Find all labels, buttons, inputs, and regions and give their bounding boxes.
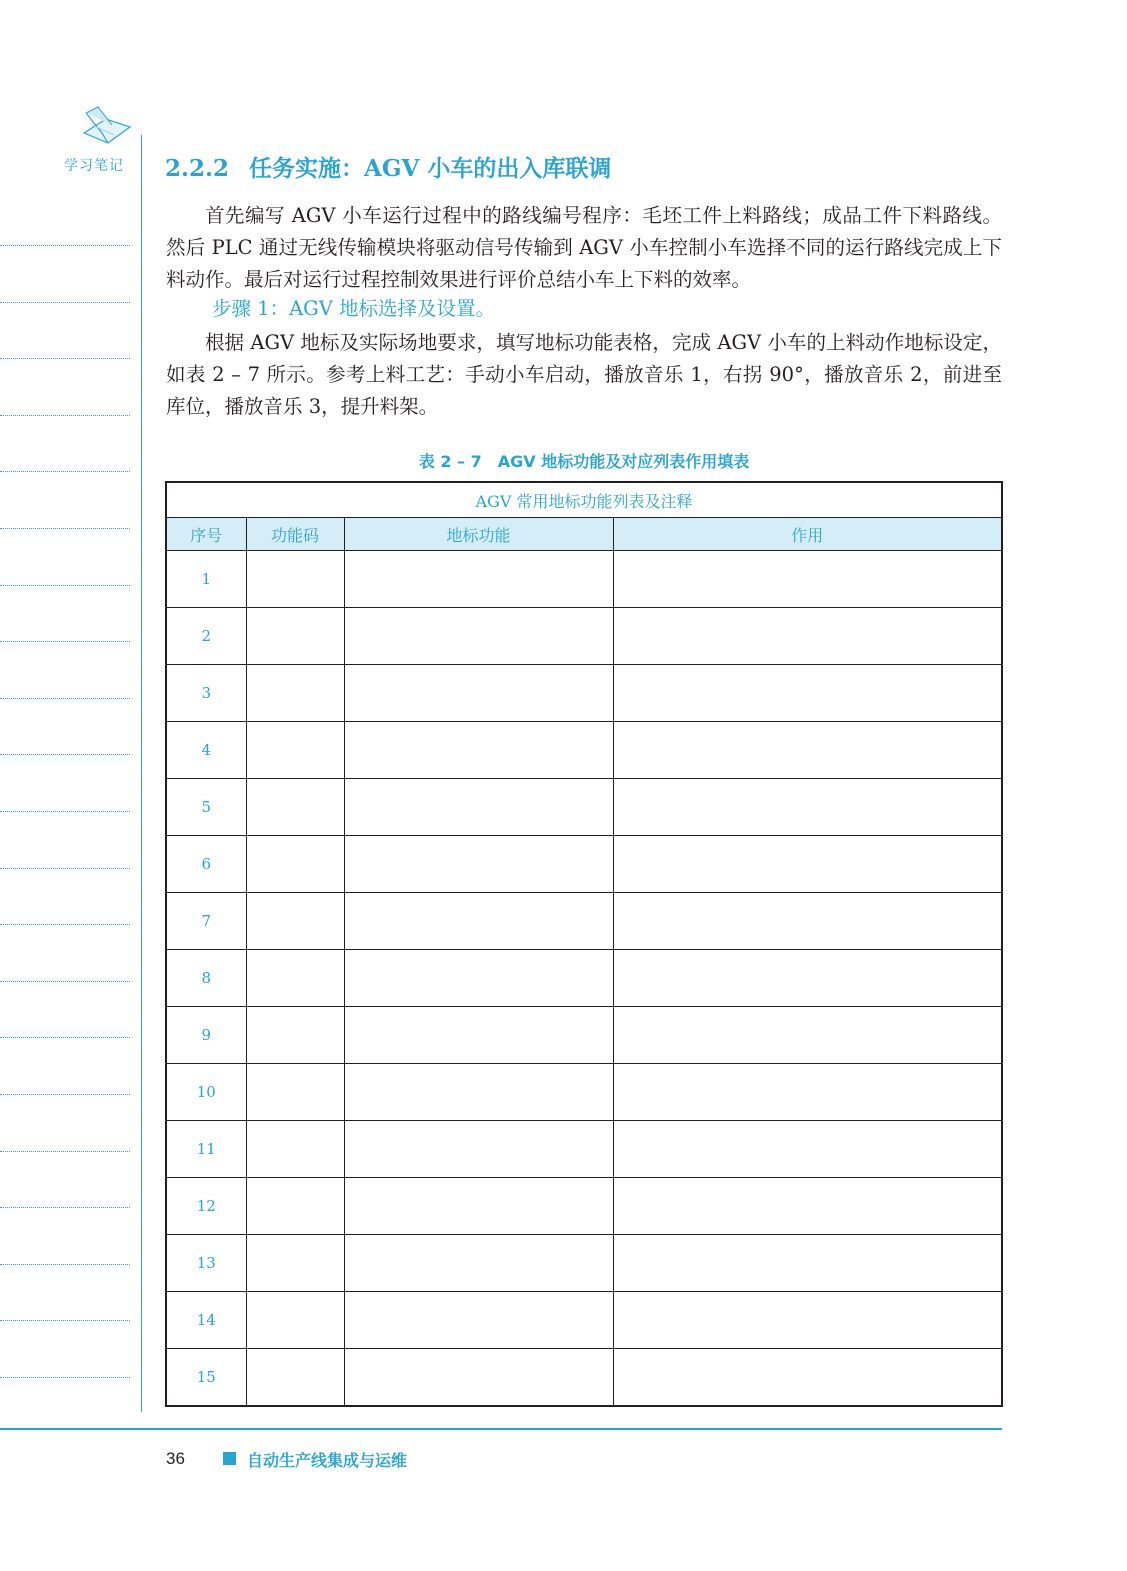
note-line [0, 1094, 130, 1095]
table-row [166, 836, 1002, 893]
table-row [166, 551, 1002, 608]
note-line [0, 981, 130, 982]
section-title: 任务实施：AGV 小车的出入库联调 [249, 155, 612, 182]
note-line [0, 1377, 130, 1378]
table-row [166, 1064, 1002, 1121]
landmark-function-cell[interactable] [344, 1349, 613, 1407]
row-index: 4 [166, 722, 246, 779]
function-code-cell[interactable] [246, 1178, 344, 1235]
landmark-function-cell[interactable] [344, 551, 613, 608]
note-line [0, 641, 130, 642]
note-line [0, 358, 130, 359]
purpose-cell[interactable] [613, 779, 1002, 836]
step-heading: 步骤 1：AGV 地标选择及设置。 [212, 297, 496, 320]
square-bullet-icon [223, 1452, 236, 1465]
purpose-cell[interactable] [613, 836, 1002, 893]
purpose-cell[interactable] [613, 893, 1002, 950]
table-row [166, 1007, 1002, 1064]
table-row [166, 893, 1002, 950]
table-header-row [166, 518, 1002, 551]
note-line [0, 528, 130, 529]
note-line [0, 698, 130, 699]
row-index: 14 [166, 1292, 246, 1349]
section-heading [165, 150, 611, 183]
purpose-cell[interactable] [613, 722, 1002, 779]
landmark-function-cell[interactable] [344, 1007, 613, 1064]
purpose-cell[interactable] [613, 1064, 1002, 1121]
function-code-cell[interactable] [246, 722, 344, 779]
table-row [166, 1178, 1002, 1235]
row-index: 2 [166, 608, 246, 665]
landmark-function-cell[interactable] [344, 893, 613, 950]
row-index: 11 [166, 1121, 246, 1178]
row-index: 9 [166, 1007, 246, 1064]
row-index: 3 [166, 665, 246, 722]
landmark-function-cell[interactable] [344, 836, 613, 893]
note-line [0, 1264, 130, 1265]
margin-divider [141, 135, 142, 1412]
function-code-cell[interactable] [246, 551, 344, 608]
note-line [0, 245, 130, 246]
table-row [166, 950, 1002, 1007]
function-code-cell[interactable] [246, 1121, 344, 1178]
header-function-code: 功能码 [246, 518, 344, 551]
purpose-cell[interactable] [613, 1292, 1002, 1349]
row-index: 6 [166, 836, 246, 893]
note-line [0, 811, 130, 812]
note-line [0, 1037, 130, 1038]
row-index: 13 [166, 1235, 246, 1292]
landmark-function-cell[interactable] [344, 722, 613, 779]
table-row [166, 608, 1002, 665]
table-caption: 表 2 – 7 AGV 地标功能及对应列表作用填表 [418, 452, 750, 471]
landmark-function-cell[interactable] [344, 1178, 613, 1235]
row-index: 12 [166, 1178, 246, 1235]
header-purpose: 作用 [613, 518, 1002, 551]
purpose-cell[interactable] [613, 1178, 1002, 1235]
note-line [0, 471, 130, 472]
table-title: AGV 常用地标功能列表及注释 [166, 482, 1002, 518]
function-code-cell[interactable] [246, 779, 344, 836]
row-index: 1 [166, 551, 246, 608]
note-line [0, 1207, 130, 1208]
purpose-cell[interactable] [613, 1121, 1002, 1178]
book-title: 自动生产线集成与运维 [247, 1451, 408, 1470]
landmark-function-cell[interactable] [344, 779, 613, 836]
header-landmark-function: 地标功能 [344, 518, 613, 551]
function-code-cell[interactable] [246, 1064, 344, 1121]
row-index: 8 [166, 950, 246, 1007]
purpose-cell[interactable] [613, 950, 1002, 1007]
note-line [0, 754, 130, 755]
purpose-cell[interactable] [613, 665, 1002, 722]
study-notes-icon [78, 103, 134, 147]
table-row [166, 665, 1002, 722]
function-code-cell[interactable] [246, 836, 344, 893]
table-row [166, 1292, 1002, 1349]
function-code-cell[interactable] [246, 1235, 344, 1292]
note-line [0, 1320, 130, 1321]
table-row [166, 779, 1002, 836]
landmark-table [165, 481, 1003, 1407]
function-code-cell[interactable] [246, 950, 344, 1007]
function-code-cell[interactable] [246, 608, 344, 665]
landmark-function-cell[interactable] [344, 608, 613, 665]
function-code-cell[interactable] [246, 1007, 344, 1064]
note-line [0, 302, 130, 303]
row-index: 10 [166, 1064, 246, 1121]
instruction-paragraph: 根据 AGV 地标及实际场地要求，填写地标功能表格，完成 AGV 小车的上料动作地标设定，如表 2 – 7 所示。参考上料工艺：手动小车启动，播放音乐 1，右拐 90°，播放音乐 2，前进至库位，播放音乐 3，提升料架。 [166, 331, 1002, 418]
header-index: 序号 [166, 518, 246, 551]
purpose-cell[interactable] [613, 1235, 1002, 1292]
function-code-cell[interactable] [246, 893, 344, 950]
study-notes-label: 学习笔记 [64, 158, 124, 174]
table-row [166, 722, 1002, 779]
table-title-row [166, 482, 1002, 518]
row-index: 15 [166, 1349, 246, 1407]
note-line [0, 868, 130, 869]
footer-divider [0, 1428, 1002, 1430]
note-line [0, 415, 130, 416]
table-row [166, 1349, 1002, 1407]
landmark-function-cell[interactable] [344, 950, 613, 1007]
intro-paragraph: 首先编写 AGV 小车运行过程中的路线编号程序：毛坯工件上料路线；成品工件下料路线。然后 PLC 通过无线传输模块将驱动信号传输到 AGV 小车控制小车选择不同的运行路线完成上下料动作。最后对运行过程控制效果进行评价总结小车上下料的效率。 [166, 204, 1002, 291]
purpose-cell[interactable] [613, 1007, 1002, 1064]
landmark-function-cell[interactable] [344, 1064, 613, 1121]
row-index: 7 [166, 893, 246, 950]
note-line [0, 585, 130, 586]
note-line [0, 924, 130, 925]
landmark-function-cell[interactable] [344, 665, 613, 722]
purpose-cell[interactable] [613, 608, 1002, 665]
page-number: 36 [166, 1449, 185, 1468]
function-code-cell[interactable] [246, 665, 344, 722]
row-index: 5 [166, 779, 246, 836]
landmark-function-cell[interactable] [344, 1121, 613, 1178]
purpose-cell[interactable] [613, 551, 1002, 608]
landmark-function-cell[interactable] [344, 1292, 613, 1349]
purpose-cell[interactable] [613, 1349, 1002, 1407]
note-line [0, 1151, 130, 1152]
function-code-cell[interactable] [246, 1292, 344, 1349]
table-row [166, 1235, 1002, 1292]
function-code-cell[interactable] [246, 1349, 344, 1407]
table-row [166, 1121, 1002, 1178]
table-body [166, 551, 1002, 1407]
landmark-function-cell[interactable] [344, 1235, 613, 1292]
section-number: 2.2.2 [165, 155, 230, 182]
